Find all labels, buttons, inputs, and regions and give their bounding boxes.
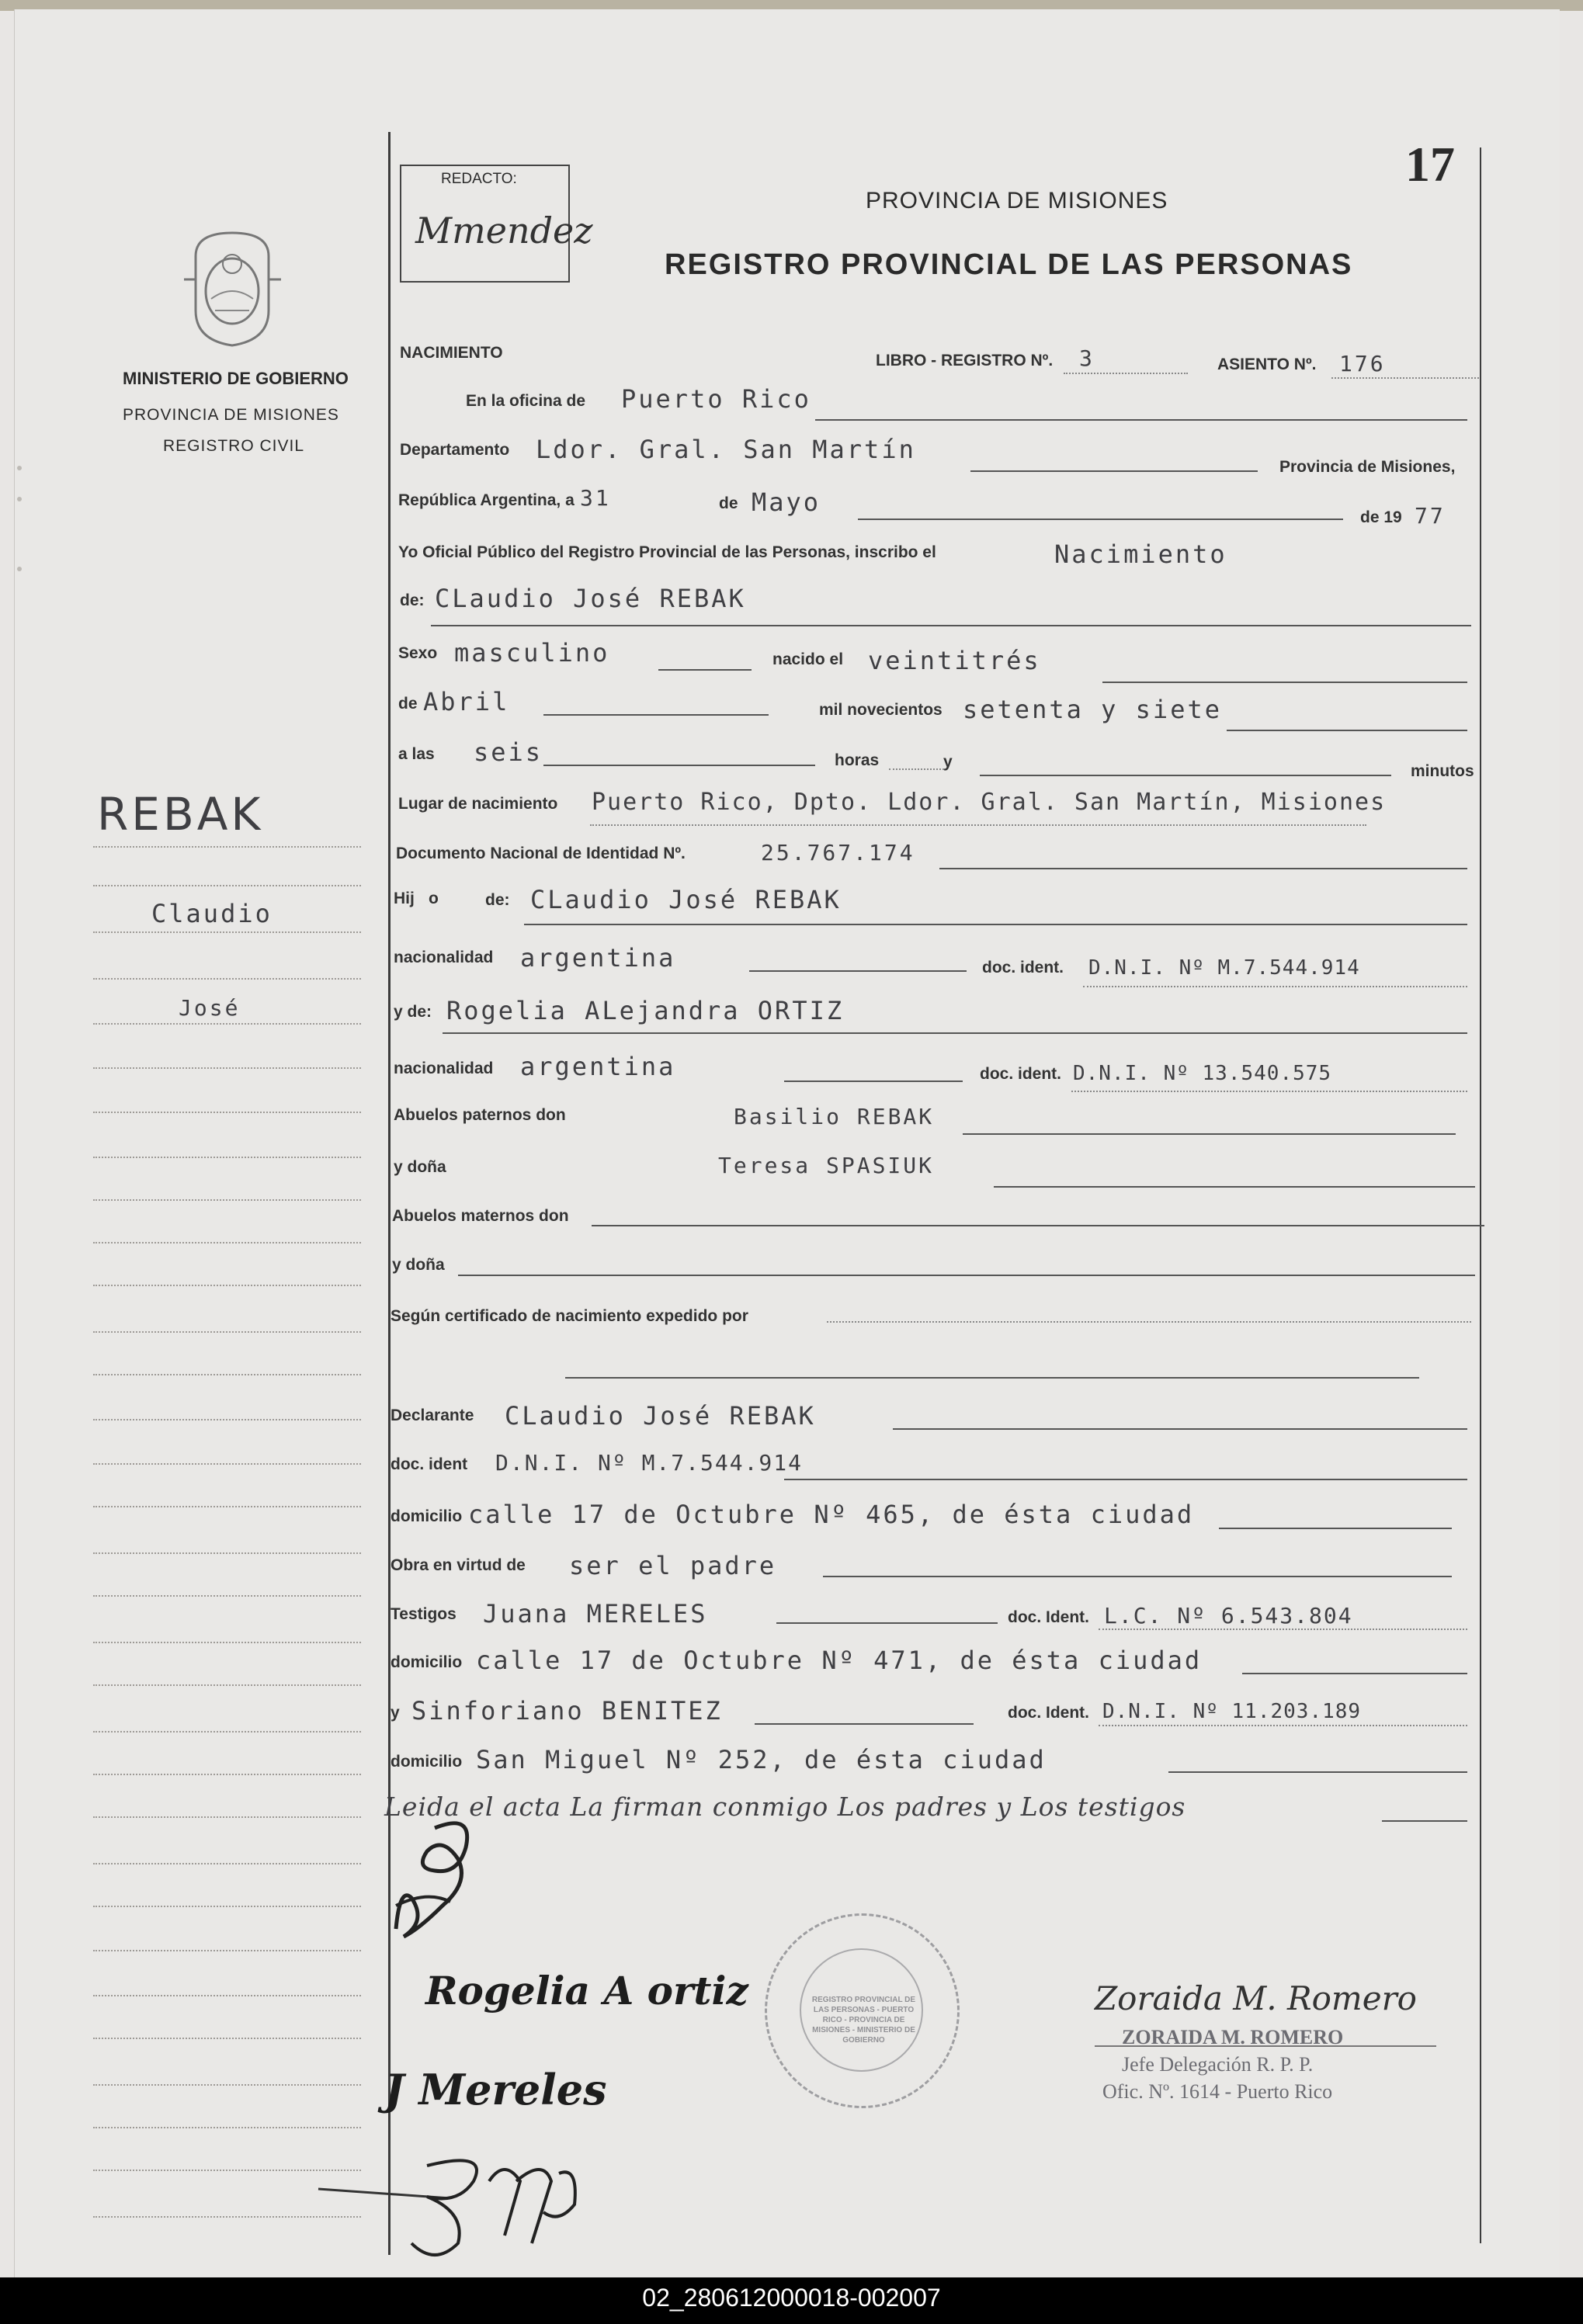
- testigo1-doc-dots: [1099, 1629, 1467, 1630]
- margin-rule: [93, 1684, 361, 1686]
- testigos-label: Testigos: [391, 1605, 457, 1623]
- margin-rule: [93, 1595, 361, 1597]
- hijo-label: Hij: [394, 890, 415, 907]
- testigo2-dom-value: San Miguel Nº 252, de ésta ciudad: [476, 1745, 1047, 1774]
- padre-line: [524, 924, 1467, 925]
- de-anio-label: de 19: [1360, 508, 1402, 526]
- mes-value: Mayo: [752, 487, 821, 517]
- testigo2-doc-value: D.N.I. Nº 11.203.189: [1102, 1700, 1362, 1723]
- inscribo-value: Nacimiento: [1054, 539, 1227, 569]
- testigo2-dom-label: domicilio: [391, 1753, 463, 1771]
- official-stamp-office: Ofic. Nº. 1614 - Puerto Rico: [1102, 2080, 1333, 2103]
- de-nombre-label: de:: [400, 591, 425, 609]
- minutos-label: minutos: [1411, 762, 1474, 780]
- testigo1-dom-value: calle 17 de Octubre Nº 471, de ésta ciudad: [476, 1646, 1203, 1675]
- testigo1-line: [776, 1622, 998, 1624]
- testigo1-value: Juana MERELES: [483, 1599, 708, 1629]
- redacto-label: REDACTO:: [441, 171, 517, 187]
- nac-madre-label: nacionalidad: [394, 1060, 494, 1077]
- nombre-line: [431, 625, 1471, 626]
- margin-rule: [93, 1906, 361, 1907]
- testigo1-dom-label: domicilio: [391, 1653, 463, 1671]
- de-label: de: [719, 494, 738, 512]
- margin-surname: REBAK: [97, 788, 264, 841]
- departamento-label: Departamento: [400, 441, 510, 459]
- oficina-line: [815, 419, 1467, 421]
- dni-label: Documento Nacional de Identidad Nº.: [396, 845, 686, 862]
- nacimiento-label: NACIMIENTO: [400, 344, 503, 362]
- ab-pat-don-line: [963, 1133, 1456, 1135]
- segun-label: Según certificado de nacimiento expedido por: [391, 1307, 748, 1325]
- testigo1-dom-line: [1242, 1673, 1467, 1674]
- margin-rule: [93, 1950, 361, 1951]
- anio-nac-line: [1227, 730, 1467, 731]
- ab-pat-label: Abuelos paternos don: [394, 1106, 566, 1124]
- margin-rule: [93, 1157, 361, 1158]
- binding-hole: [17, 466, 22, 470]
- testigo1-doc-value: L.C. Nº 6.543.804: [1104, 1603, 1353, 1629]
- witness1-signature: J Mereles: [384, 2065, 607, 2114]
- segun-dots: [827, 1321, 1471, 1323]
- leida-value: Leida el acta La firman conmigo Los padres y Los testigos: [384, 1792, 1186, 1822]
- sexo-line: [658, 669, 752, 671]
- margin-rule: [93, 1199, 361, 1201]
- nac-padre-label: nacionalidad: [394, 949, 494, 966]
- hijo-de-label: de:: [485, 891, 510, 909]
- leida-line: [1382, 1820, 1467, 1822]
- margin-rule: [93, 1506, 361, 1507]
- margin-rule: [93, 1995, 361, 1996]
- margin-rule: [93, 2127, 361, 2128]
- ministry-line1: MINISTERIO DE GOBIERNO: [123, 369, 349, 388]
- segun-line: [565, 1377, 1419, 1379]
- doc-madre-dots: [1071, 1091, 1467, 1092]
- mes-nac-line: [543, 714, 769, 716]
- mil-label: mil novecientos: [819, 701, 943, 719]
- horas-dots: [889, 768, 947, 770]
- declarante-label: Declarante: [391, 1407, 474, 1424]
- decl-dom-label: domicilio: [391, 1507, 463, 1525]
- nac-madre-value: argentina: [520, 1052, 676, 1081]
- coat-of-arms-icon: [180, 225, 285, 349]
- official-signature: Zoraida M. Romero: [1095, 1979, 1417, 2017]
- nac-padre-value: argentina: [520, 943, 676, 973]
- official-stamp-line: [1095, 2045, 1436, 2047]
- declarante-value: CLaudio José REBAK: [505, 1401, 816, 1431]
- decl-doc-line: [784, 1479, 1467, 1480]
- libro-label: LIBRO - REGISTRO Nº.: [876, 352, 1054, 369]
- mes-line: [858, 519, 1343, 520]
- ab-pat-dona-line: [994, 1186, 1475, 1188]
- libro-value: 3: [1079, 345, 1095, 371]
- anio-nac-value: setenta y siete: [963, 695, 1222, 724]
- oficina-value: Puerto Rico: [621, 384, 811, 414]
- yde-label: y de:: [394, 1003, 432, 1021]
- obra-line: [823, 1576, 1452, 1577]
- registry-seal-text: REGISTRO PROVINCIAL DE LAS PERSONAS - PUERTO RICO - PROVINCIA DE MISIONES - MINISTERIO DE GOBIERNO: [811, 1996, 916, 2045]
- padre-value: CLaudio José REBAK: [530, 885, 842, 914]
- madre-value: Rogelia ALejandra ORTIZ: [446, 996, 845, 1025]
- republica-label: República Argentina, a: [398, 491, 575, 509]
- anio-value: 77: [1415, 503, 1446, 529]
- nac-madre-line: [784, 1080, 963, 1082]
- margin-rule: [93, 846, 361, 848]
- nacido-value: veintitrés: [868, 646, 1041, 675]
- ab-pat-don-value: Basilio REBAK: [734, 1104, 935, 1129]
- nombre-value: CLaudio José REBAK: [435, 584, 746, 613]
- margin-rule: [93, 1242, 361, 1244]
- province-title: PROVINCIA DE MISIONES: [866, 188, 1168, 213]
- margin-rule: [93, 978, 361, 980]
- margin-rule: [93, 1331, 361, 1333]
- ministry-line2: PROVINCIA DE MISIONES: [123, 406, 339, 424]
- de-mes-label: de: [398, 695, 418, 713]
- dia-value: 31: [580, 485, 611, 511]
- binding-hole: [17, 567, 22, 571]
- nacido-label: nacido el: [772, 650, 844, 668]
- oficial-label: Yo Oficial Público del Registro Provincial de las Personas, inscribo el: [398, 543, 936, 561]
- dni-line: [939, 868, 1467, 869]
- margin-rule: [93, 2038, 361, 2039]
- margin-name2: José: [179, 995, 241, 1021]
- asiento-value: 176: [1339, 351, 1386, 376]
- margin-rule: [93, 2084, 361, 2086]
- father-signature-icon: [380, 1812, 516, 1952]
- margin-rule: [93, 1419, 361, 1420]
- asiento-line: [1331, 377, 1479, 379]
- ab-mat-line: [592, 1225, 1484, 1226]
- margin-rule: [93, 1067, 361, 1069]
- margin-rule: [93, 1642, 361, 1643]
- horas-label: horas: [835, 751, 880, 769]
- horas-value: seis: [474, 737, 543, 767]
- ministry-line3: REGISTRO CIVIL: [163, 437, 305, 455]
- image-caption: 02_280612000018-002007: [642, 2284, 941, 2312]
- margin-rule: [93, 1552, 361, 1554]
- ab-mat-dona-line: [458, 1275, 1475, 1276]
- declarante-line: [893, 1428, 1467, 1430]
- doc-padre-value: D.N.I. Nº M.7.544.914: [1088, 956, 1360, 980]
- margin-name1: Claudio: [151, 899, 273, 928]
- ydona-label: y doña: [394, 1158, 446, 1176]
- doc-padre-dots: [1083, 986, 1467, 987]
- binding-hole: [17, 497, 22, 501]
- margin-rule: [93, 1463, 361, 1465]
- decl-doc-value: D.N.I. Nº M.7.544.914: [495, 1450, 804, 1476]
- testigo2-doc-label: doc. Ident.: [1008, 1704, 1089, 1722]
- ab-pat-dona-value: Teresa SPASIUK: [718, 1153, 935, 1178]
- horas-line: [543, 765, 815, 766]
- hijo-suffix: o: [429, 890, 439, 907]
- lugar-dots: [590, 824, 1366, 826]
- provincia-label: Provincia de Misiones,: [1279, 458, 1456, 476]
- registry-title: REGISTRO PROVINCIAL DE LAS PERSONAS: [665, 248, 1353, 281]
- testigo2-dom-line: [1168, 1771, 1467, 1773]
- nacido-line: [1102, 682, 1467, 683]
- margin-rule: [93, 1731, 361, 1733]
- testigo2-value: Sinforiano BENITEZ: [411, 1696, 723, 1726]
- margin-rule: [93, 1112, 361, 1113]
- lugar-label: Lugar de nacimiento: [398, 795, 558, 813]
- alas-label: a las: [398, 745, 435, 763]
- dni-value: 25.767.174: [761, 840, 915, 865]
- margin-rule: [93, 1023, 361, 1025]
- y-label: y: [943, 753, 953, 771]
- libro-line: [1064, 373, 1188, 374]
- departamento-value: Ldor. Gral. San Martín: [536, 435, 916, 464]
- document-page: [14, 9, 1560, 2280]
- margin-rule: [93, 931, 361, 933]
- margin-rule: [93, 1863, 361, 1864]
- mes-nac-value: Abril: [423, 687, 510, 716]
- y-testigo2-label: y: [391, 1704, 400, 1722]
- margin-rule: [93, 1774, 361, 1775]
- margin-rule: [93, 1816, 361, 1818]
- minutos-line: [980, 775, 1391, 776]
- margin-rule: [93, 1374, 361, 1375]
- ab-mat-label: Abuelos maternos don: [392, 1207, 569, 1225]
- doc-madre-value: D.N.I. Nº 13.540.575: [1073, 1062, 1332, 1085]
- departamento-line: [970, 470, 1258, 472]
- decl-dom-value: calle 17 de Octubre Nº 465, de ésta ciudad: [468, 1500, 1195, 1529]
- testigo2-line: [755, 1723, 974, 1725]
- official-stamp-name: ZORAIDA M. ROMERO: [1122, 2026, 1344, 2048]
- obra-label: Obra en virtud de: [391, 1556, 526, 1574]
- margin-rule: [93, 885, 361, 886]
- right-border: [1480, 147, 1481, 2243]
- page-number: 17: [1405, 137, 1455, 192]
- madre-line: [443, 1032, 1467, 1034]
- oficina-label: En la oficina de: [466, 392, 586, 410]
- decl-doc-label: doc. ident: [391, 1455, 468, 1473]
- asiento-label: ASIENTO Nº.: [1217, 356, 1317, 373]
- sexo-label: Sexo: [398, 644, 438, 662]
- obra-value: ser el padre: [569, 1551, 777, 1580]
- ydona-mat-label: y doña: [392, 1256, 445, 1274]
- nac-padre-line: [749, 970, 967, 972]
- doc-madre-label: doc. ident.: [980, 1065, 1061, 1083]
- decl-dom-line: [1219, 1528, 1452, 1529]
- lugar-value: Puerto Rico, Dpto. Ldor. Gral. San Martín, Misiones: [592, 789, 1387, 816]
- witness2-signature-icon: [311, 2150, 606, 2267]
- testigo2-doc-dots: [1099, 1725, 1467, 1726]
- mother-signature: Rogelia A ortiz: [425, 1968, 748, 2014]
- sexo-value: masculino: [454, 638, 610, 668]
- doc-padre-label: doc. ident.: [982, 959, 1064, 976]
- official-stamp-title: Jefe Delegación R. P. P.: [1122, 2053, 1314, 2076]
- testigo1-doc-label: doc. Ident.: [1008, 1608, 1089, 1626]
- redacto-signature: Mmendez: [415, 210, 593, 251]
- margin-rule: [93, 1285, 361, 1286]
